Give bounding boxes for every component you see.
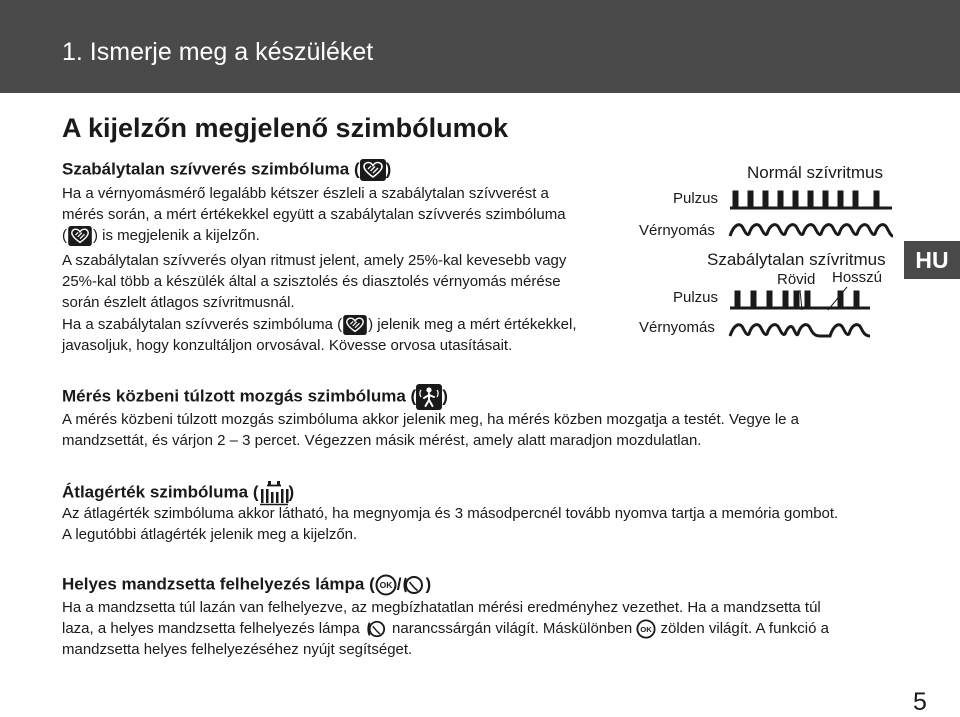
body-movement-icon (416, 384, 442, 410)
page-title: A kijelzőn megjelenő szimbólumok (62, 113, 509, 143)
cuff-paragraph (62, 597, 829, 660)
heart-rhythm-diagram (630, 160, 900, 350)
movement-paragraph (62, 409, 799, 451)
heading-text: Mérés közbeni túlzott mozgás szimbóluma ( (62, 386, 417, 406)
text-line: mandzsetta helyes felhelyezéséhez nyújt segítséget. (62, 641, 413, 659)
movement-heading (62, 384, 448, 410)
svg-text:OK: OK (379, 580, 393, 591)
heading-text: Szabálytalan szívverés szimbóluma ( (62, 159, 360, 179)
normal-pulse-wave (730, 192, 892, 208)
text-line (62, 618, 829, 639)
text-line: A szabálytalan szívverés olyan ritmust jelent, amely 25%-kal kevesebb vagy (62, 252, 567, 269)
irregular-paragraph-3 (62, 314, 577, 356)
text-fragment: laza, a helyes mandzsetta felhelyezés lámpa (62, 620, 360, 637)
irregular-pressure-wave (730, 325, 870, 336)
pressure-label: Vérnyomás (639, 222, 715, 239)
svg-text:OK: OK (640, 624, 653, 634)
text-line: A legutóbbi átlagérték jelenik meg a kijelzőn. (62, 526, 358, 543)
normal-pressure-wave (730, 225, 893, 236)
text-fragment: narancssárgán világít. Máskülönben (392, 620, 633, 637)
text-line: 25%-kal több a készülék által a szisztolés és diasztolés vérnyomás mérése (62, 273, 561, 290)
heading-text: Helyes mandzsetta felhelyezés lámpa ( (62, 574, 375, 594)
text-line (62, 314, 577, 335)
rhythm-waveforms (630, 160, 900, 350)
text-fragment: ) jelenik meg a mért értékekkel, (368, 316, 577, 333)
heading-text: ) (442, 386, 448, 406)
average-paragraph (62, 503, 838, 545)
text-line: mandzsettát, és várjon 2 – 3 percet. Végezzen másik mérést, amely alatt maradjon mozdulatlan. (62, 432, 702, 449)
heading-text: ) (425, 574, 432, 594)
language-badge: HU (904, 241, 960, 279)
chapter-title: 1. Ismerje meg a készüléket (62, 38, 374, 66)
irregular-heartbeat-heading (62, 159, 391, 181)
cuff-ok-icon (375, 574, 397, 596)
heading-text: / (396, 574, 402, 594)
text-line (62, 225, 566, 246)
pulse-label: Pulzus (673, 289, 719, 306)
text-fragment: Ha a szabálytalan szívverés szimbóluma ( (62, 316, 343, 333)
cuff-ok-icon (636, 619, 656, 639)
page-number: 5 (913, 688, 927, 716)
cuff-loose-icon (401, 574, 425, 596)
text-fragment: ) is megjelenik a kijelzőn. (93, 227, 260, 244)
text-line: során észlelt átlagos szívritmusnál. (62, 294, 295, 311)
heading-text: ) (288, 482, 295, 502)
text-line: javasoljuk, hogy konzultáljon orvosával. Kövesse orvosa utasításait. (62, 337, 513, 355)
irregular-heartbeat-icon (360, 159, 386, 181)
text-line: Ha a vérnyomásmérő legalább kétszer észleli a szabálytalan szívverést a (62, 185, 549, 202)
normal-rhythm-title: Normál szívritmus (747, 163, 884, 182)
text-line: A mérés közbeni túlzott mozgás szimbóluma akkor jelenik meg, ha mérés közben mozgatja a testét. Vegye le a (62, 411, 800, 428)
text-line: mérés során, a mért értékekkel együtt a szabálytalan szívverés szimbóluma (62, 206, 566, 223)
short-label: Rövid (777, 271, 816, 288)
irregular-rhythm-title: Szabálytalan szívritmus (707, 250, 886, 269)
heading-text: ) (385, 159, 392, 179)
pressure-label: Vérnyomás (639, 319, 715, 336)
pulse-label: Pulzus (673, 190, 719, 207)
irregular-heartbeat-icon (342, 315, 368, 335)
irregular-paragraph-1 (62, 183, 566, 246)
text-fragment: ( (62, 227, 67, 244)
text-line: Az átlagérték szimbóluma akkor látható, ha megnyomja és 3 másodpercnél tovább nyomva tartja a memória gombot. (62, 505, 839, 522)
text-line: Ha a mandzsetta túl lazán van felhelyezve, az megbízhatatlan mérési eredményhez vezethet. Ha a mandzsetta túl (62, 599, 821, 616)
cuff-loose-icon (364, 619, 388, 639)
irregular-paragraph-2 (62, 250, 566, 313)
text-fragment: zölden világít. A funkció a (660, 620, 829, 637)
long-label: Hosszú (832, 269, 883, 286)
heading-text: Átlagérték szimbóluma ( (62, 482, 259, 502)
cuff-lamp-heading (62, 574, 431, 596)
irregular-heartbeat-icon (67, 226, 93, 246)
